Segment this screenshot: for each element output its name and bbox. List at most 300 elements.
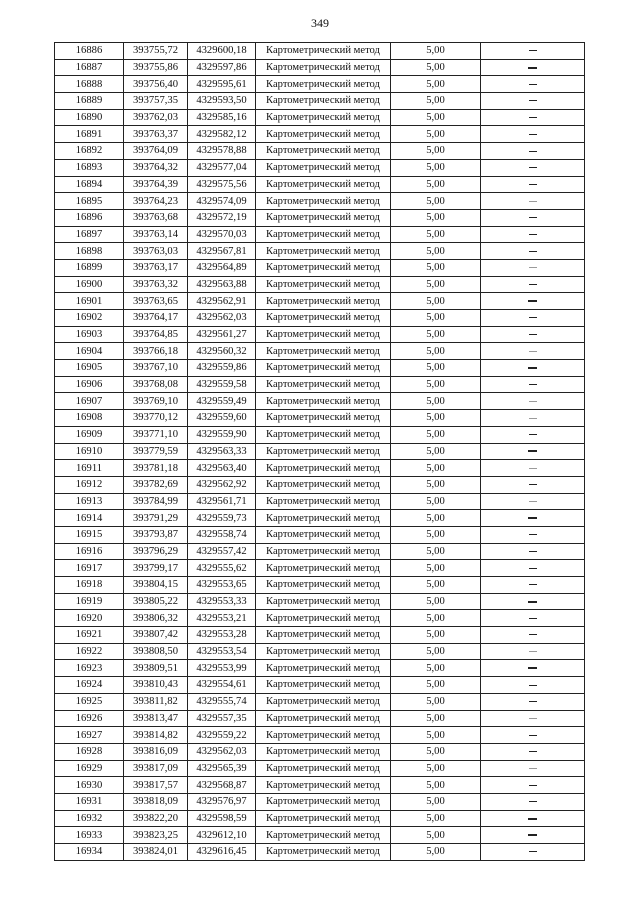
accuracy-cell: 5,00 [391, 109, 481, 126]
method-cell: Картометрический метод [256, 443, 391, 460]
x-coordinate-cell: 393769,10 [124, 393, 188, 410]
dash-mark [529, 50, 537, 51]
point-number-cell: 16892 [55, 143, 124, 160]
table-row [55, 360, 585, 377]
accuracy-cell: 5,00 [391, 493, 481, 510]
x-coordinate-cell: 393808,50 [124, 643, 188, 660]
method-cell: Картометрический метод [256, 593, 391, 610]
description-cell [481, 176, 585, 193]
accuracy-cell: 5,00 [391, 627, 481, 644]
point-number-cell: 16897 [55, 226, 124, 243]
point-number-cell: 16887 [55, 59, 124, 76]
point-number-cell: 16920 [55, 610, 124, 627]
dash-mark [529, 768, 537, 769]
description-cell [481, 460, 585, 477]
y-coordinate-cell: 4329595,61 [188, 76, 256, 93]
accuracy-cell: 5,00 [391, 360, 481, 377]
dash-mark [529, 134, 537, 135]
x-coordinate-cell: 393807,42 [124, 627, 188, 644]
accuracy-cell: 5,00 [391, 176, 481, 193]
y-coordinate-cell: 4329553,33 [188, 593, 256, 610]
point-number-cell: 16899 [55, 259, 124, 276]
table-row [55, 460, 585, 477]
method-cell: Картометрический метод [256, 126, 391, 143]
description-cell [481, 710, 585, 727]
description-cell [481, 610, 585, 627]
x-coordinate-cell: 393791,29 [124, 510, 188, 527]
dash-mark [529, 217, 537, 218]
accuracy-cell: 5,00 [391, 293, 481, 310]
y-coordinate-cell: 4329564,89 [188, 259, 256, 276]
description-cell [481, 243, 585, 260]
table-row [55, 543, 585, 560]
point-number-cell: 16916 [55, 543, 124, 560]
dash-mark [528, 517, 537, 519]
description-cell [481, 743, 585, 760]
accuracy-cell: 5,00 [391, 693, 481, 710]
method-cell: Картометрический метод [256, 844, 391, 861]
point-number-cell: 16890 [55, 109, 124, 126]
description-cell [481, 793, 585, 810]
point-number-cell: 16930 [55, 777, 124, 794]
y-coordinate-cell: 4329577,04 [188, 159, 256, 176]
point-number-cell: 16900 [55, 276, 124, 293]
accuracy-cell: 5,00 [391, 543, 481, 560]
accuracy-cell: 5,00 [391, 59, 481, 76]
method-cell: Картометрический метод [256, 710, 391, 727]
dash-mark [529, 334, 537, 335]
method-cell: Картометрический метод [256, 760, 391, 777]
description-cell [481, 593, 585, 610]
accuracy-cell: 5,00 [391, 393, 481, 410]
y-coordinate-cell: 4329563,40 [188, 460, 256, 477]
accuracy-cell: 5,00 [391, 76, 481, 93]
dash-mark [529, 501, 537, 502]
y-coordinate-cell: 4329563,33 [188, 443, 256, 460]
dash-mark [529, 418, 537, 419]
description-cell [481, 660, 585, 677]
x-coordinate-cell: 393768,08 [124, 376, 188, 393]
x-coordinate-cell: 393767,10 [124, 360, 188, 377]
table-row [55, 410, 585, 427]
method-cell: Картометрический метод [256, 143, 391, 160]
y-coordinate-cell: 4329572,19 [188, 209, 256, 226]
method-cell: Картометрический метод [256, 193, 391, 210]
description-cell [481, 693, 585, 710]
method-cell: Картометрический метод [256, 577, 391, 594]
x-coordinate-cell: 393756,40 [124, 76, 188, 93]
description-cell [481, 76, 585, 93]
table-row [55, 276, 585, 293]
accuracy-cell: 5,00 [391, 777, 481, 794]
description-cell [481, 209, 585, 226]
point-number-cell: 16925 [55, 693, 124, 710]
table-row [55, 560, 585, 577]
description-cell [481, 59, 585, 76]
table-row [55, 393, 585, 410]
description-cell [481, 643, 585, 660]
description-cell [481, 259, 585, 276]
x-coordinate-cell: 393757,35 [124, 93, 188, 110]
accuracy-cell: 5,00 [391, 827, 481, 844]
table-row [55, 109, 585, 126]
table-row [55, 476, 585, 493]
table-row [55, 660, 585, 677]
method-cell: Картометрический метод [256, 510, 391, 527]
x-coordinate-cell: 393755,86 [124, 59, 188, 76]
y-coordinate-cell: 4329555,62 [188, 560, 256, 577]
x-coordinate-cell: 393755,72 [124, 43, 188, 60]
point-number-cell: 16914 [55, 510, 124, 527]
point-number-cell: 16921 [55, 627, 124, 644]
y-coordinate-cell: 4329561,71 [188, 493, 256, 510]
table-row [55, 760, 585, 777]
x-coordinate-cell: 393763,65 [124, 293, 188, 310]
dash-mark [529, 618, 537, 619]
description-cell [481, 760, 585, 777]
x-coordinate-cell: 393763,03 [124, 243, 188, 260]
description-cell [481, 109, 585, 126]
point-number-cell: 16929 [55, 760, 124, 777]
description-cell [481, 393, 585, 410]
y-coordinate-cell: 4329562,91 [188, 293, 256, 310]
accuracy-cell: 5,00 [391, 560, 481, 577]
y-coordinate-cell: 4329559,73 [188, 510, 256, 527]
point-number-cell: 16913 [55, 493, 124, 510]
table-row [55, 209, 585, 226]
y-coordinate-cell: 4329598,59 [188, 810, 256, 827]
method-cell: Картометрический метод [256, 43, 391, 60]
accuracy-cell: 5,00 [391, 727, 481, 744]
description-cell [481, 577, 585, 594]
point-number-cell: 16932 [55, 810, 124, 827]
y-coordinate-cell: 4329554,61 [188, 677, 256, 694]
y-coordinate-cell: 4329559,60 [188, 410, 256, 427]
dash-mark [529, 100, 537, 101]
x-coordinate-cell: 393809,51 [124, 660, 188, 677]
table-row [55, 577, 585, 594]
y-coordinate-cell: 4329578,88 [188, 143, 256, 160]
description-cell [481, 376, 585, 393]
accuracy-cell: 5,00 [391, 343, 481, 360]
y-coordinate-cell: 4329557,42 [188, 543, 256, 560]
description-cell [481, 476, 585, 493]
accuracy-cell: 5,00 [391, 443, 481, 460]
method-cell: Картометрический метод [256, 59, 391, 76]
point-number-cell: 16926 [55, 710, 124, 727]
x-coordinate-cell: 393824,01 [124, 844, 188, 861]
y-coordinate-cell: 4329557,35 [188, 710, 256, 727]
dash-mark [529, 434, 537, 435]
point-number-cell: 16923 [55, 660, 124, 677]
point-number-cell: 16909 [55, 426, 124, 443]
description-cell [481, 426, 585, 443]
x-coordinate-cell: 393763,37 [124, 126, 188, 143]
x-coordinate-cell: 393813,47 [124, 710, 188, 727]
table-row [55, 844, 585, 861]
table-row [55, 93, 585, 110]
dash-mark [529, 117, 537, 118]
x-coordinate-cell: 393766,18 [124, 343, 188, 360]
accuracy-cell: 5,00 [391, 760, 481, 777]
description-cell [481, 727, 585, 744]
method-cell: Картометрический метод [256, 476, 391, 493]
table-row [55, 777, 585, 794]
point-number-cell: 16886 [55, 43, 124, 60]
accuracy-cell: 5,00 [391, 259, 481, 276]
method-cell: Картометрический метод [256, 310, 391, 327]
point-number-cell: 16934 [55, 844, 124, 861]
method-cell: Картометрический метод [256, 209, 391, 226]
x-coordinate-cell: 393816,09 [124, 743, 188, 760]
y-coordinate-cell: 4329559,90 [188, 426, 256, 443]
description-cell [481, 43, 585, 60]
method-cell: Картометрический метод [256, 827, 391, 844]
y-coordinate-cell: 4329559,58 [188, 376, 256, 393]
table-row [55, 627, 585, 644]
dash-mark [528, 601, 537, 603]
x-coordinate-cell: 393806,32 [124, 610, 188, 627]
method-cell: Картометрический метод [256, 810, 391, 827]
y-coordinate-cell: 4329553,21 [188, 610, 256, 627]
point-number-cell: 16893 [55, 159, 124, 176]
dash-mark [528, 450, 537, 452]
y-coordinate-cell: 4329558,74 [188, 526, 256, 543]
y-coordinate-cell: 4329559,86 [188, 360, 256, 377]
y-coordinate-cell: 4329582,12 [188, 126, 256, 143]
description-cell [481, 560, 585, 577]
x-coordinate-cell: 393763,68 [124, 209, 188, 226]
dash-mark [529, 584, 537, 585]
point-number-cell: 16911 [55, 460, 124, 477]
y-coordinate-cell: 4329567,81 [188, 243, 256, 260]
dash-mark [529, 184, 537, 185]
point-number-cell: 16912 [55, 476, 124, 493]
x-coordinate-cell: 393764,23 [124, 193, 188, 210]
x-coordinate-cell: 393810,43 [124, 677, 188, 694]
point-number-cell: 16933 [55, 827, 124, 844]
accuracy-cell: 5,00 [391, 660, 481, 677]
method-cell: Картометрический метод [256, 176, 391, 193]
table-row [55, 493, 585, 510]
table-row [55, 727, 585, 744]
dash-mark [528, 834, 537, 836]
x-coordinate-cell: 393817,09 [124, 760, 188, 777]
method-cell: Картометрический метод [256, 276, 391, 293]
y-coordinate-cell: 4329585,16 [188, 109, 256, 126]
table-row [55, 693, 585, 710]
dash-mark [529, 534, 537, 535]
x-coordinate-cell: 393814,82 [124, 727, 188, 744]
accuracy-cell: 5,00 [391, 209, 481, 226]
table-row [55, 593, 585, 610]
dash-mark [529, 851, 537, 852]
accuracy-cell: 5,00 [391, 310, 481, 327]
table-row [55, 143, 585, 160]
description-cell [481, 443, 585, 460]
table-row [55, 159, 585, 176]
y-coordinate-cell: 4329553,99 [188, 660, 256, 677]
description-cell [481, 827, 585, 844]
x-coordinate-cell: 393763,14 [124, 226, 188, 243]
dash-mark [529, 551, 537, 552]
accuracy-cell: 5,00 [391, 143, 481, 160]
x-coordinate-cell: 393764,85 [124, 326, 188, 343]
y-coordinate-cell: 4329575,56 [188, 176, 256, 193]
y-coordinate-cell: 4329560,32 [188, 343, 256, 360]
x-coordinate-cell: 393799,17 [124, 560, 188, 577]
method-cell: Картометрический метод [256, 493, 391, 510]
description-cell [481, 310, 585, 327]
point-number-cell: 16910 [55, 443, 124, 460]
y-coordinate-cell: 4329570,03 [188, 226, 256, 243]
accuracy-cell: 5,00 [391, 610, 481, 627]
table-row [55, 510, 585, 527]
method-cell: Картометрический метод [256, 693, 391, 710]
dash-mark [528, 667, 537, 669]
point-number-cell: 16915 [55, 526, 124, 543]
table-row [55, 743, 585, 760]
method-cell: Картометрический метод [256, 793, 391, 810]
dash-mark [529, 701, 537, 702]
description-cell [481, 293, 585, 310]
x-coordinate-cell: 393817,57 [124, 777, 188, 794]
y-coordinate-cell: 4329565,39 [188, 760, 256, 777]
y-coordinate-cell: 4329553,28 [188, 627, 256, 644]
table-row [55, 376, 585, 393]
x-coordinate-cell: 393764,17 [124, 310, 188, 327]
dash-mark [529, 634, 537, 635]
description-cell [481, 326, 585, 343]
table-row [55, 259, 585, 276]
accuracy-cell: 5,00 [391, 593, 481, 610]
point-number-cell: 16918 [55, 577, 124, 594]
description-cell [481, 343, 585, 360]
x-coordinate-cell: 393822,20 [124, 810, 188, 827]
accuracy-cell: 5,00 [391, 793, 481, 810]
x-coordinate-cell: 393823,25 [124, 827, 188, 844]
dash-mark [529, 267, 537, 268]
x-coordinate-cell: 393763,32 [124, 276, 188, 293]
point-number-cell: 16904 [55, 343, 124, 360]
description-cell [481, 543, 585, 560]
description-cell [481, 810, 585, 827]
y-coordinate-cell: 4329568,87 [188, 777, 256, 794]
dash-mark [529, 651, 537, 652]
accuracy-cell: 5,00 [391, 243, 481, 260]
point-number-cell: 16895 [55, 193, 124, 210]
method-cell: Картометрический метод [256, 677, 391, 694]
point-number-cell: 16919 [55, 593, 124, 610]
y-coordinate-cell: 4329593,50 [188, 93, 256, 110]
page-number: 349 [311, 16, 329, 30]
x-coordinate-cell: 393771,10 [124, 426, 188, 443]
table-row [55, 243, 585, 260]
table-row [55, 43, 585, 60]
x-coordinate-cell: 393764,09 [124, 143, 188, 160]
accuracy-cell: 5,00 [391, 376, 481, 393]
dash-mark [529, 284, 537, 285]
table-row [55, 126, 585, 143]
y-coordinate-cell: 4329563,88 [188, 276, 256, 293]
dash-mark [528, 818, 537, 820]
point-number-cell: 16902 [55, 310, 124, 327]
accuracy-cell: 5,00 [391, 743, 481, 760]
dash-mark [529, 685, 537, 686]
x-coordinate-cell: 393818,09 [124, 793, 188, 810]
accuracy-cell: 5,00 [391, 93, 481, 110]
method-cell: Картометрический метод [256, 326, 391, 343]
method-cell: Картометрический метод [256, 727, 391, 744]
dash-mark [529, 151, 537, 152]
method-cell: Картометрический метод [256, 293, 391, 310]
dash-mark [529, 251, 537, 252]
description-cell [481, 493, 585, 510]
table-row [55, 827, 585, 844]
dash-mark [528, 367, 537, 369]
dash-mark [529, 317, 537, 318]
accuracy-cell: 5,00 [391, 410, 481, 427]
dash-mark [529, 718, 537, 719]
description-cell [481, 777, 585, 794]
point-number-cell: 16891 [55, 126, 124, 143]
y-coordinate-cell: 4329616,45 [188, 844, 256, 861]
x-coordinate-cell: 393781,18 [124, 460, 188, 477]
accuracy-cell: 5,00 [391, 460, 481, 477]
method-cell: Картометрический метод [256, 743, 391, 760]
table-row [55, 610, 585, 627]
y-coordinate-cell: 4329553,54 [188, 643, 256, 660]
table-row [55, 310, 585, 327]
method-cell: Картометрический метод [256, 627, 391, 644]
dash-mark [529, 801, 537, 802]
dash-mark [529, 201, 537, 202]
x-coordinate-cell: 393764,39 [124, 176, 188, 193]
x-coordinate-cell: 393762,03 [124, 109, 188, 126]
point-number-cell: 16889 [55, 93, 124, 110]
x-coordinate-cell: 393784,99 [124, 493, 188, 510]
method-cell: Картометрический метод [256, 259, 391, 276]
method-cell: Картометрический метод [256, 226, 391, 243]
x-coordinate-cell: 393804,15 [124, 577, 188, 594]
point-number-cell: 16908 [55, 410, 124, 427]
description-cell [481, 126, 585, 143]
y-coordinate-cell: 4329612,10 [188, 827, 256, 844]
table-row [55, 443, 585, 460]
y-coordinate-cell: 4329597,86 [188, 59, 256, 76]
point-number-cell: 16924 [55, 677, 124, 694]
dash-mark [529, 84, 537, 85]
accuracy-cell: 5,00 [391, 526, 481, 543]
x-coordinate-cell: 393764,32 [124, 159, 188, 176]
description-cell [481, 159, 585, 176]
point-number-cell: 16894 [55, 176, 124, 193]
table-row [55, 59, 585, 76]
dash-mark [528, 300, 537, 302]
method-cell: Картометрический метод [256, 410, 391, 427]
dash-mark [529, 484, 537, 485]
point-number-cell: 16917 [55, 560, 124, 577]
x-coordinate-cell: 393782,69 [124, 476, 188, 493]
accuracy-cell: 5,00 [391, 510, 481, 527]
table-row [55, 526, 585, 543]
point-number-cell: 16898 [55, 243, 124, 260]
accuracy-cell: 5,00 [391, 476, 481, 493]
accuracy-cell: 5,00 [391, 276, 481, 293]
x-coordinate-cell: 393811,82 [124, 693, 188, 710]
dash-mark [529, 351, 537, 352]
table-row [55, 226, 585, 243]
